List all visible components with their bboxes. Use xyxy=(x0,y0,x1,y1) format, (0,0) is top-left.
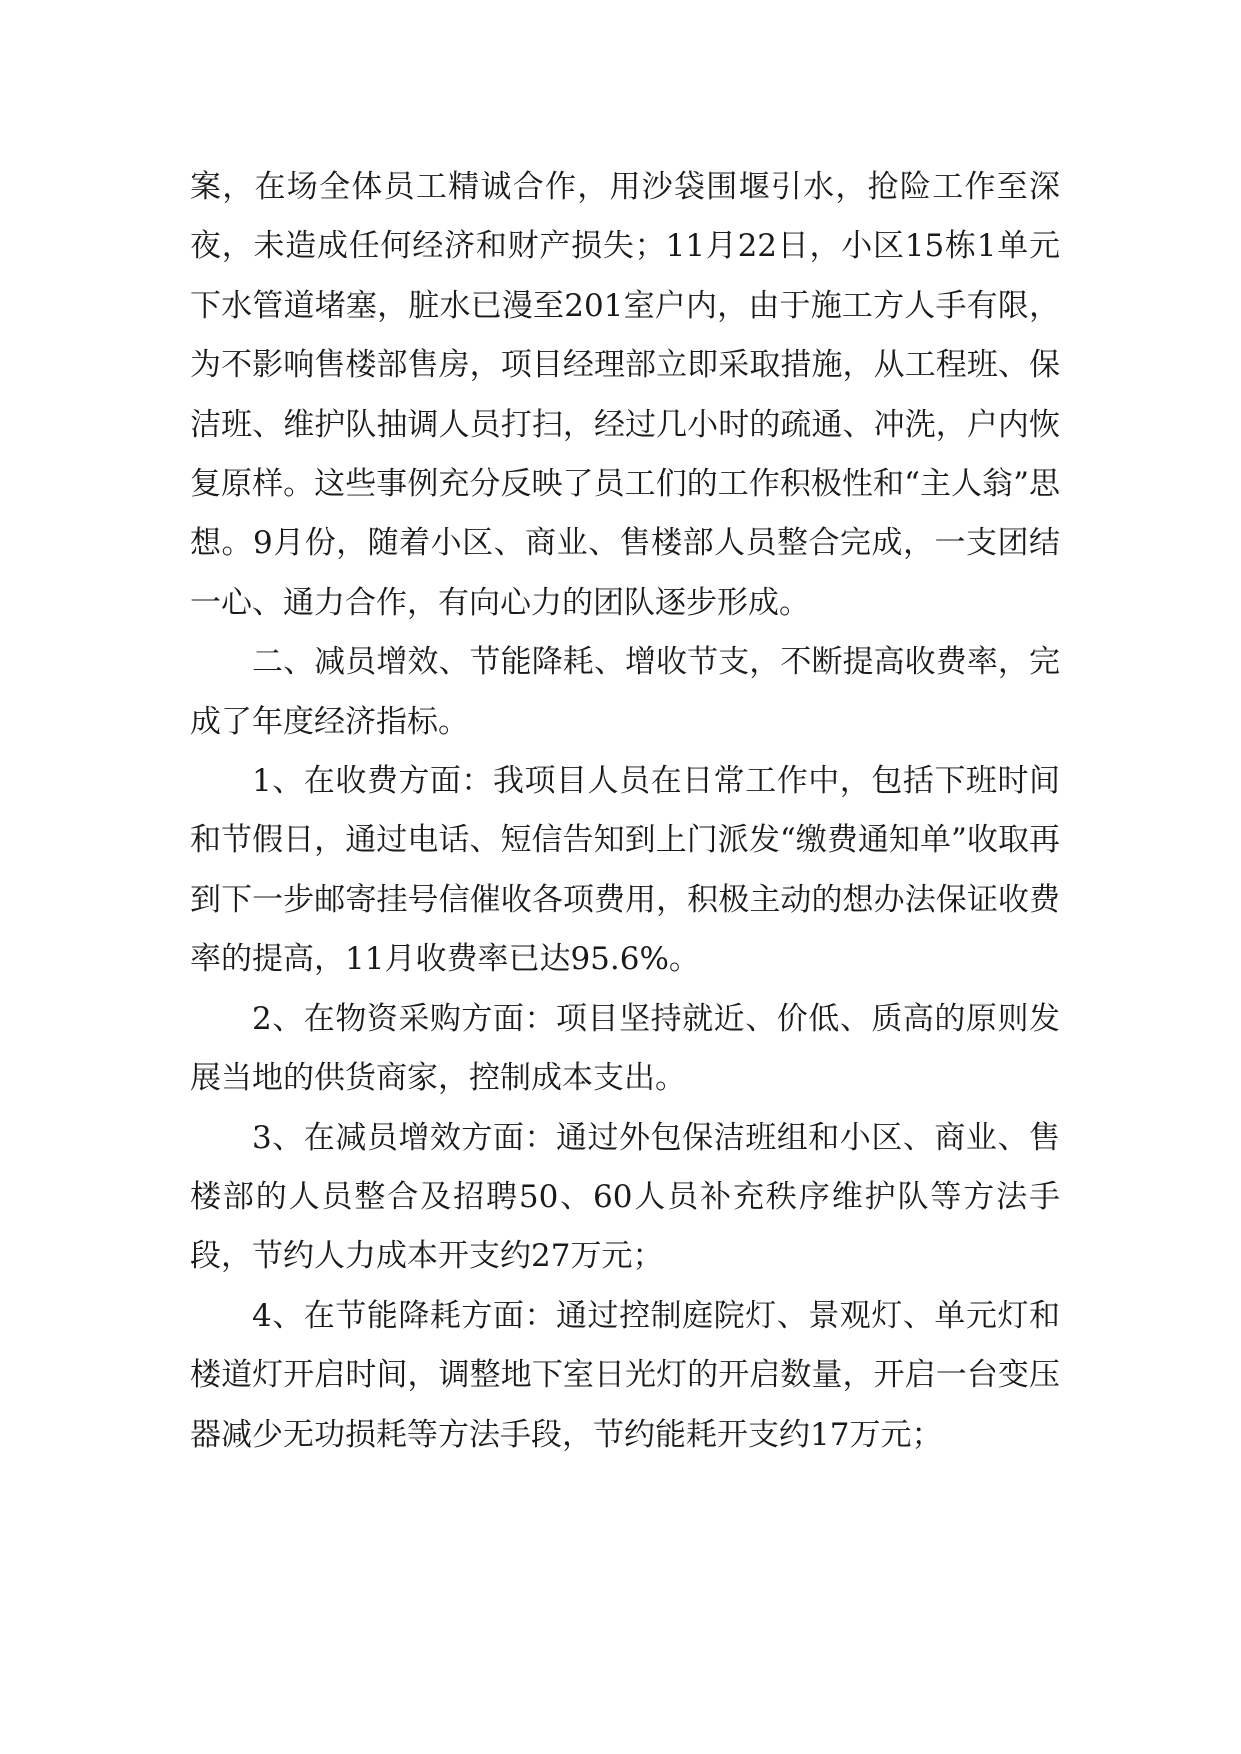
paragraph-flood-response: 案，在场全体员工精诚合作，用沙袋围堰引水，抢险工作至深夜，未造成任何经济和财产损失；11月22日，小区15栋1单元下水管道堵塞，脏水已漫至201室户内，由于施工方人手有限，为不影响售楼部售房，项目经理部立即采取措施，从工程班、保洁班、维护队抽调人员打扫，经过几小时的疏通、冲洗，户内恢复原样。这些事例充分反映了员工们的工作积极性和“主人翁”思想。9月份，随着小区、商业、售楼部人员整合完成，一支团结一心、通力合作，有向心力的团队逐步形成。 xyxy=(190,169,1060,621)
paragraph-fee-collection: 1、在收费方面：我项目人员在日常工作中，包括下班时间和节假日，通过电话、短信告知到上门派发“缴费通知单”收取再到下一步邮寄挂号信催收各项费用，积极主动的想办法保证收费率的提高，11月收费率已达95.6%。 xyxy=(190,763,1060,978)
paragraph-energy-saving: 4、在节能降耗方面：通过控制庭院灯、景观灯、单元灯和楼道灯开启时间，调整地下室日光灯的开启数量，开启一台变压器减少无功损耗等方法手段，节约能耗开支约17万元； xyxy=(190,1297,1060,1453)
paragraph-section-two-heading: 二、减员增效、节能降耗、增收节支，不断提高收费率，完成了年度经济指标。 xyxy=(190,644,1060,740)
document-body xyxy=(190,158,1060,1465)
paragraph-staff-efficiency: 3、在减员增效方面：通过外包保洁班组和小区、商业、售楼部的人员整合及招聘50、60人员补充秩序维护队等方法手段，节约人力成本开支约27万元； xyxy=(190,1119,1060,1275)
paragraph-procurement: 2、在物资采购方面：项目坚持就近、价低、质高的原则发展当地的供货商家，控制成本支出。 xyxy=(190,1000,1060,1097)
